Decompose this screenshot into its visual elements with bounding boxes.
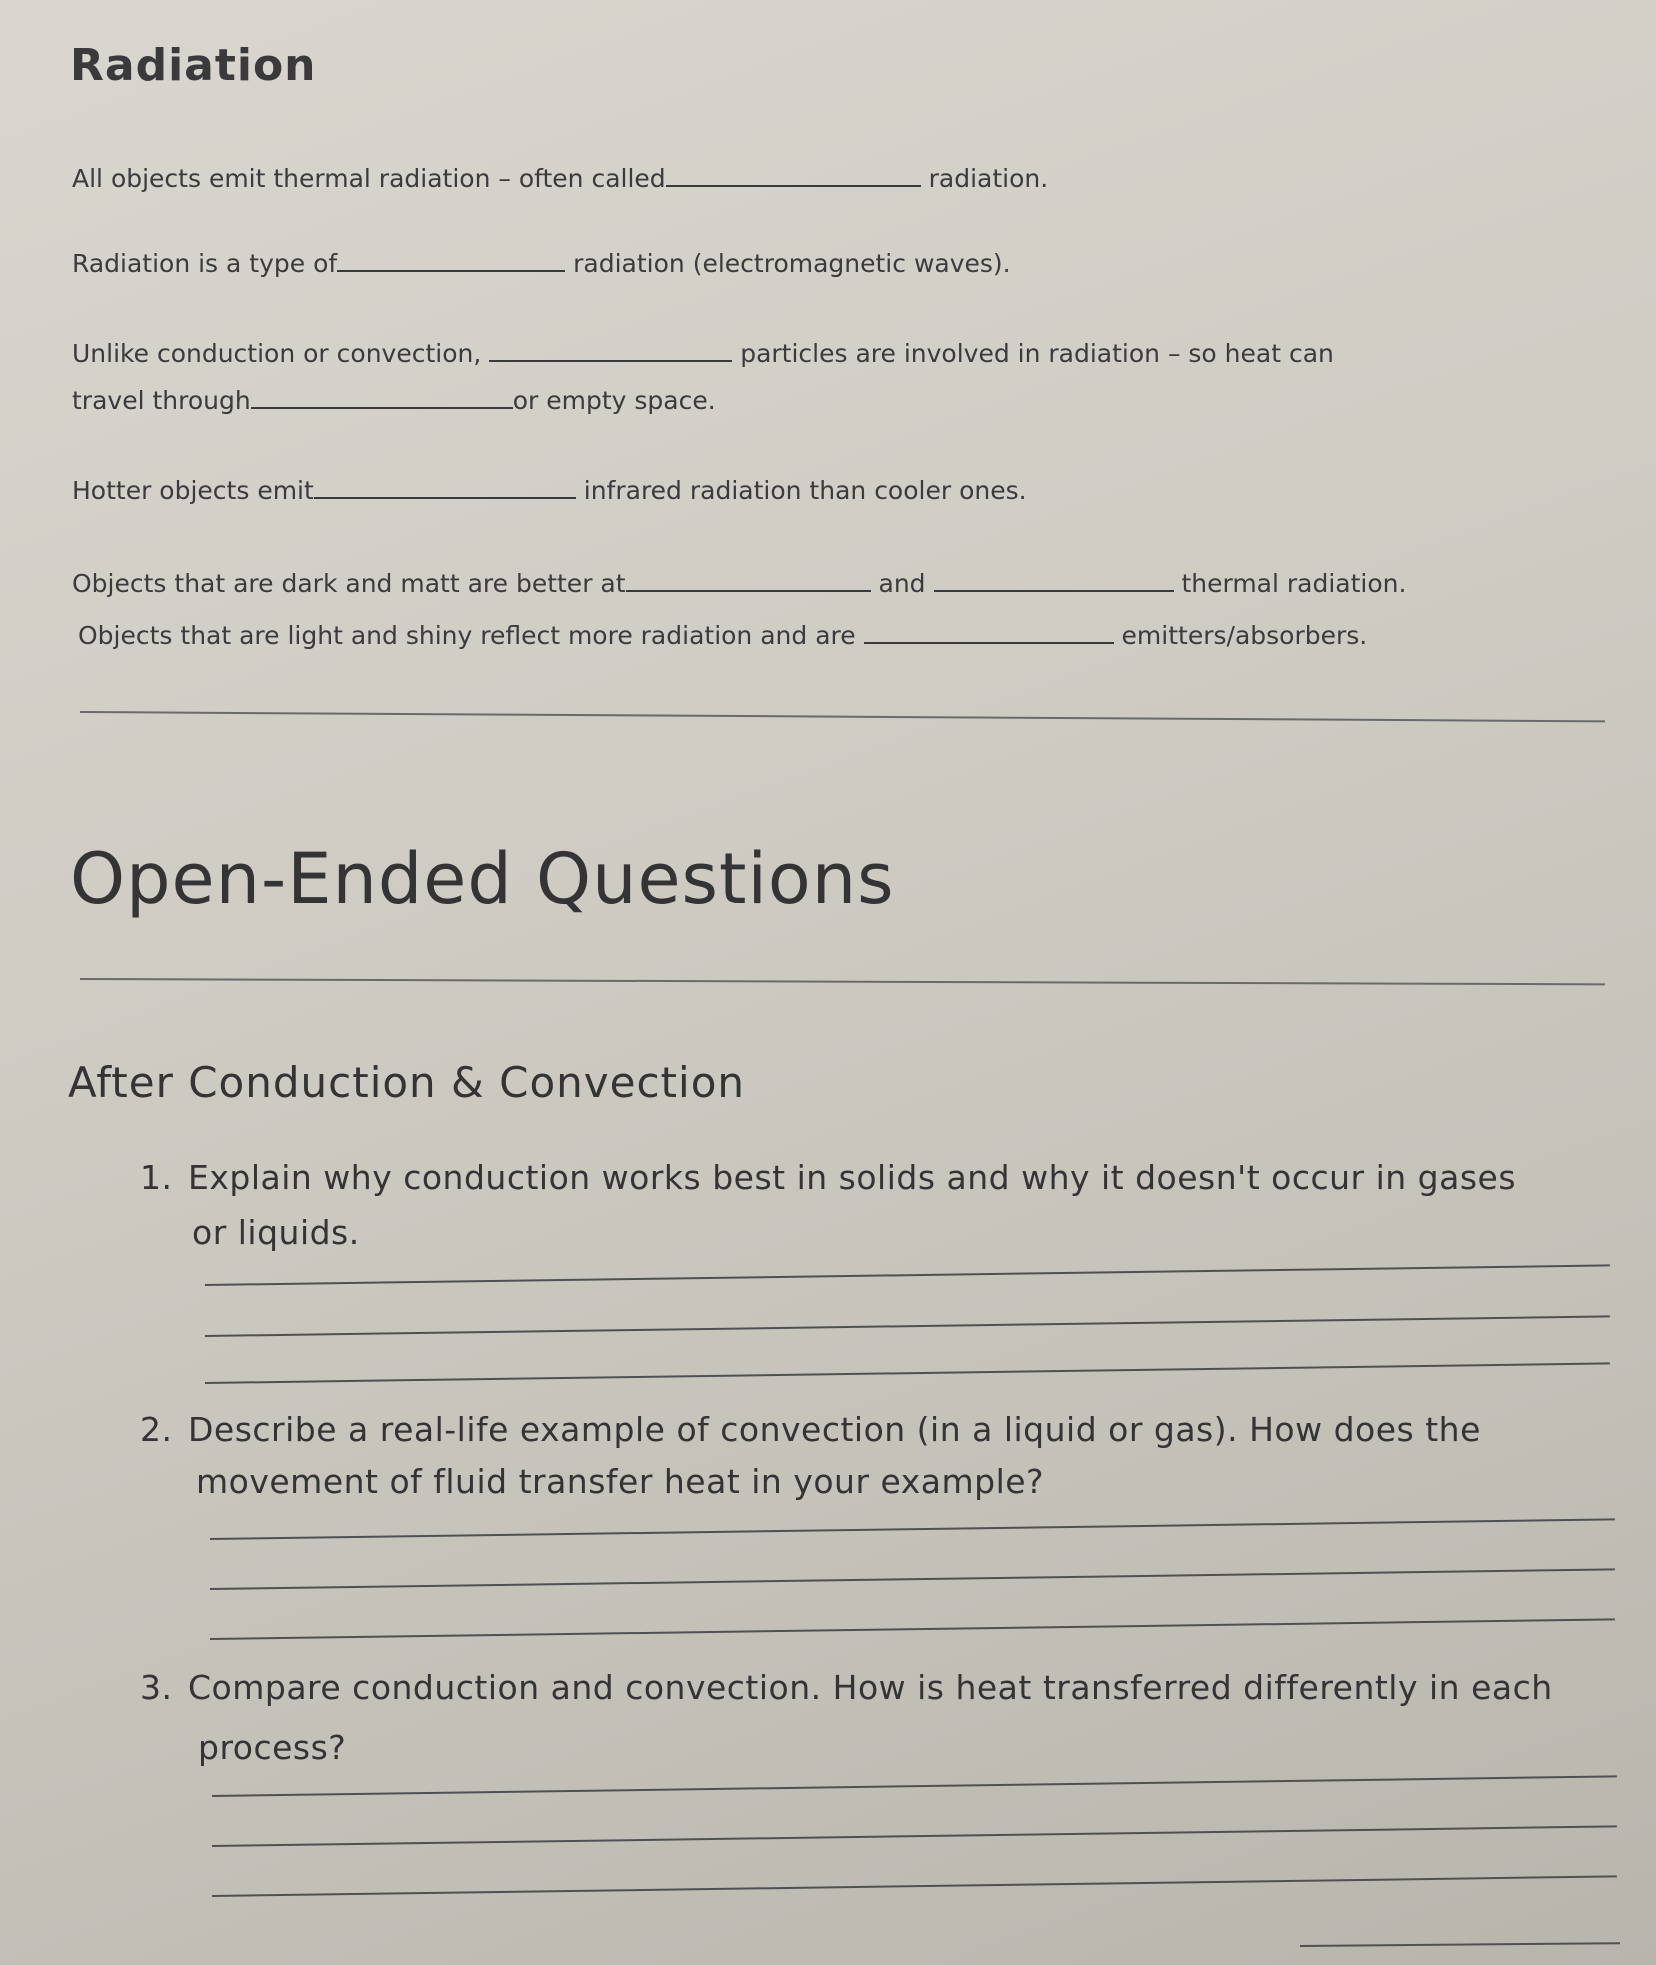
- answer-line[interactable]: [212, 1775, 1617, 1797]
- sentence-3-end: particles are involved in radiation – so heat can: [740, 339, 1334, 368]
- sentence-1: [72, 163, 1048, 193]
- question-2-line-1: Describe a real-life example of convection (in a liquid or gas). How does the: [188, 1410, 1481, 1449]
- blank-5[interactable]: [314, 475, 576, 499]
- question-1-line-1: Explain why conduction works best in solids and why it doesn't occur in gases: [188, 1158, 1517, 1197]
- sentence-7: [78, 620, 1367, 650]
- answer-line[interactable]: [210, 1618, 1615, 1640]
- answer-line[interactable]: [212, 1875, 1617, 1897]
- sentence-1-end: radiation.: [928, 164, 1049, 193]
- question-1-number: 1.: [140, 1158, 173, 1197]
- sentence-3-start: Unlike conduction or convection,: [72, 339, 482, 368]
- blank-2[interactable]: [337, 248, 565, 272]
- section-divider-1: [80, 711, 1605, 722]
- blank-6b[interactable]: [934, 568, 1174, 592]
- blank-4[interactable]: [251, 385, 513, 409]
- question-1-continued: or liquids.: [192, 1213, 360, 1252]
- sentence-7-start: Objects that are light and shiny reflect more radiation and are: [78, 621, 856, 650]
- sentence-4-end: or empty space.: [512, 386, 716, 415]
- question-2-continued: movement of fluid transfer heat in your example?: [196, 1462, 1045, 1501]
- answer-line[interactable]: [210, 1568, 1615, 1590]
- blank-7[interactable]: [864, 620, 1114, 644]
- sentence-3: [72, 338, 1334, 368]
- blank-3[interactable]: [489, 338, 732, 362]
- after-heading: After Conduction & Convection: [68, 1058, 746, 1107]
- answer-line[interactable]: [1300, 1942, 1620, 1947]
- answer-line[interactable]: [210, 1518, 1615, 1540]
- answer-line[interactable]: [205, 1315, 1610, 1337]
- sentence-6-start: Objects that are dark and matt are better at: [72, 569, 626, 598]
- sentence-6-and: and: [878, 569, 926, 598]
- question-3-number: 3.: [140, 1668, 173, 1707]
- sentence-7-end: emitters/absorbers.: [1121, 621, 1368, 650]
- answer-line[interactable]: [205, 1264, 1610, 1286]
- radiation-heading: Radiation: [70, 40, 317, 91]
- sentence-1-start: All objects emit thermal radiation – often called: [72, 164, 666, 193]
- sentence-6: [72, 568, 1406, 598]
- sentence-4: [72, 385, 716, 415]
- sentence-5-start: Hotter objects emit: [72, 476, 314, 505]
- question-3: [140, 1668, 1553, 1707]
- open-ended-heading: Open-Ended Questions: [70, 838, 895, 920]
- sentence-6-end: thermal radiation.: [1181, 569, 1407, 598]
- question-2: [140, 1410, 1481, 1449]
- answer-line[interactable]: [205, 1362, 1610, 1384]
- sentence-5-end: infrared radiation than cooler ones.: [583, 476, 1027, 505]
- question-2-number: 2.: [140, 1410, 173, 1449]
- blank-6a[interactable]: [626, 568, 871, 592]
- sentence-2-end: radiation (electromagnetic waves).: [573, 249, 1011, 278]
- blank-1[interactable]: [666, 163, 921, 187]
- sentence-2: [72, 248, 1011, 278]
- question-1: [140, 1158, 1516, 1197]
- sentence-5: [72, 475, 1027, 505]
- section-divider-2: [80, 978, 1605, 985]
- question-3-continued: process?: [198, 1728, 347, 1767]
- question-3-line-1: Compare conduction and convection. How is heat transferred differently in each: [188, 1668, 1553, 1707]
- sentence-2-start: Radiation is a type of: [72, 249, 338, 278]
- sentence-4-start: travel through: [72, 386, 251, 415]
- answer-line[interactable]: [212, 1825, 1617, 1847]
